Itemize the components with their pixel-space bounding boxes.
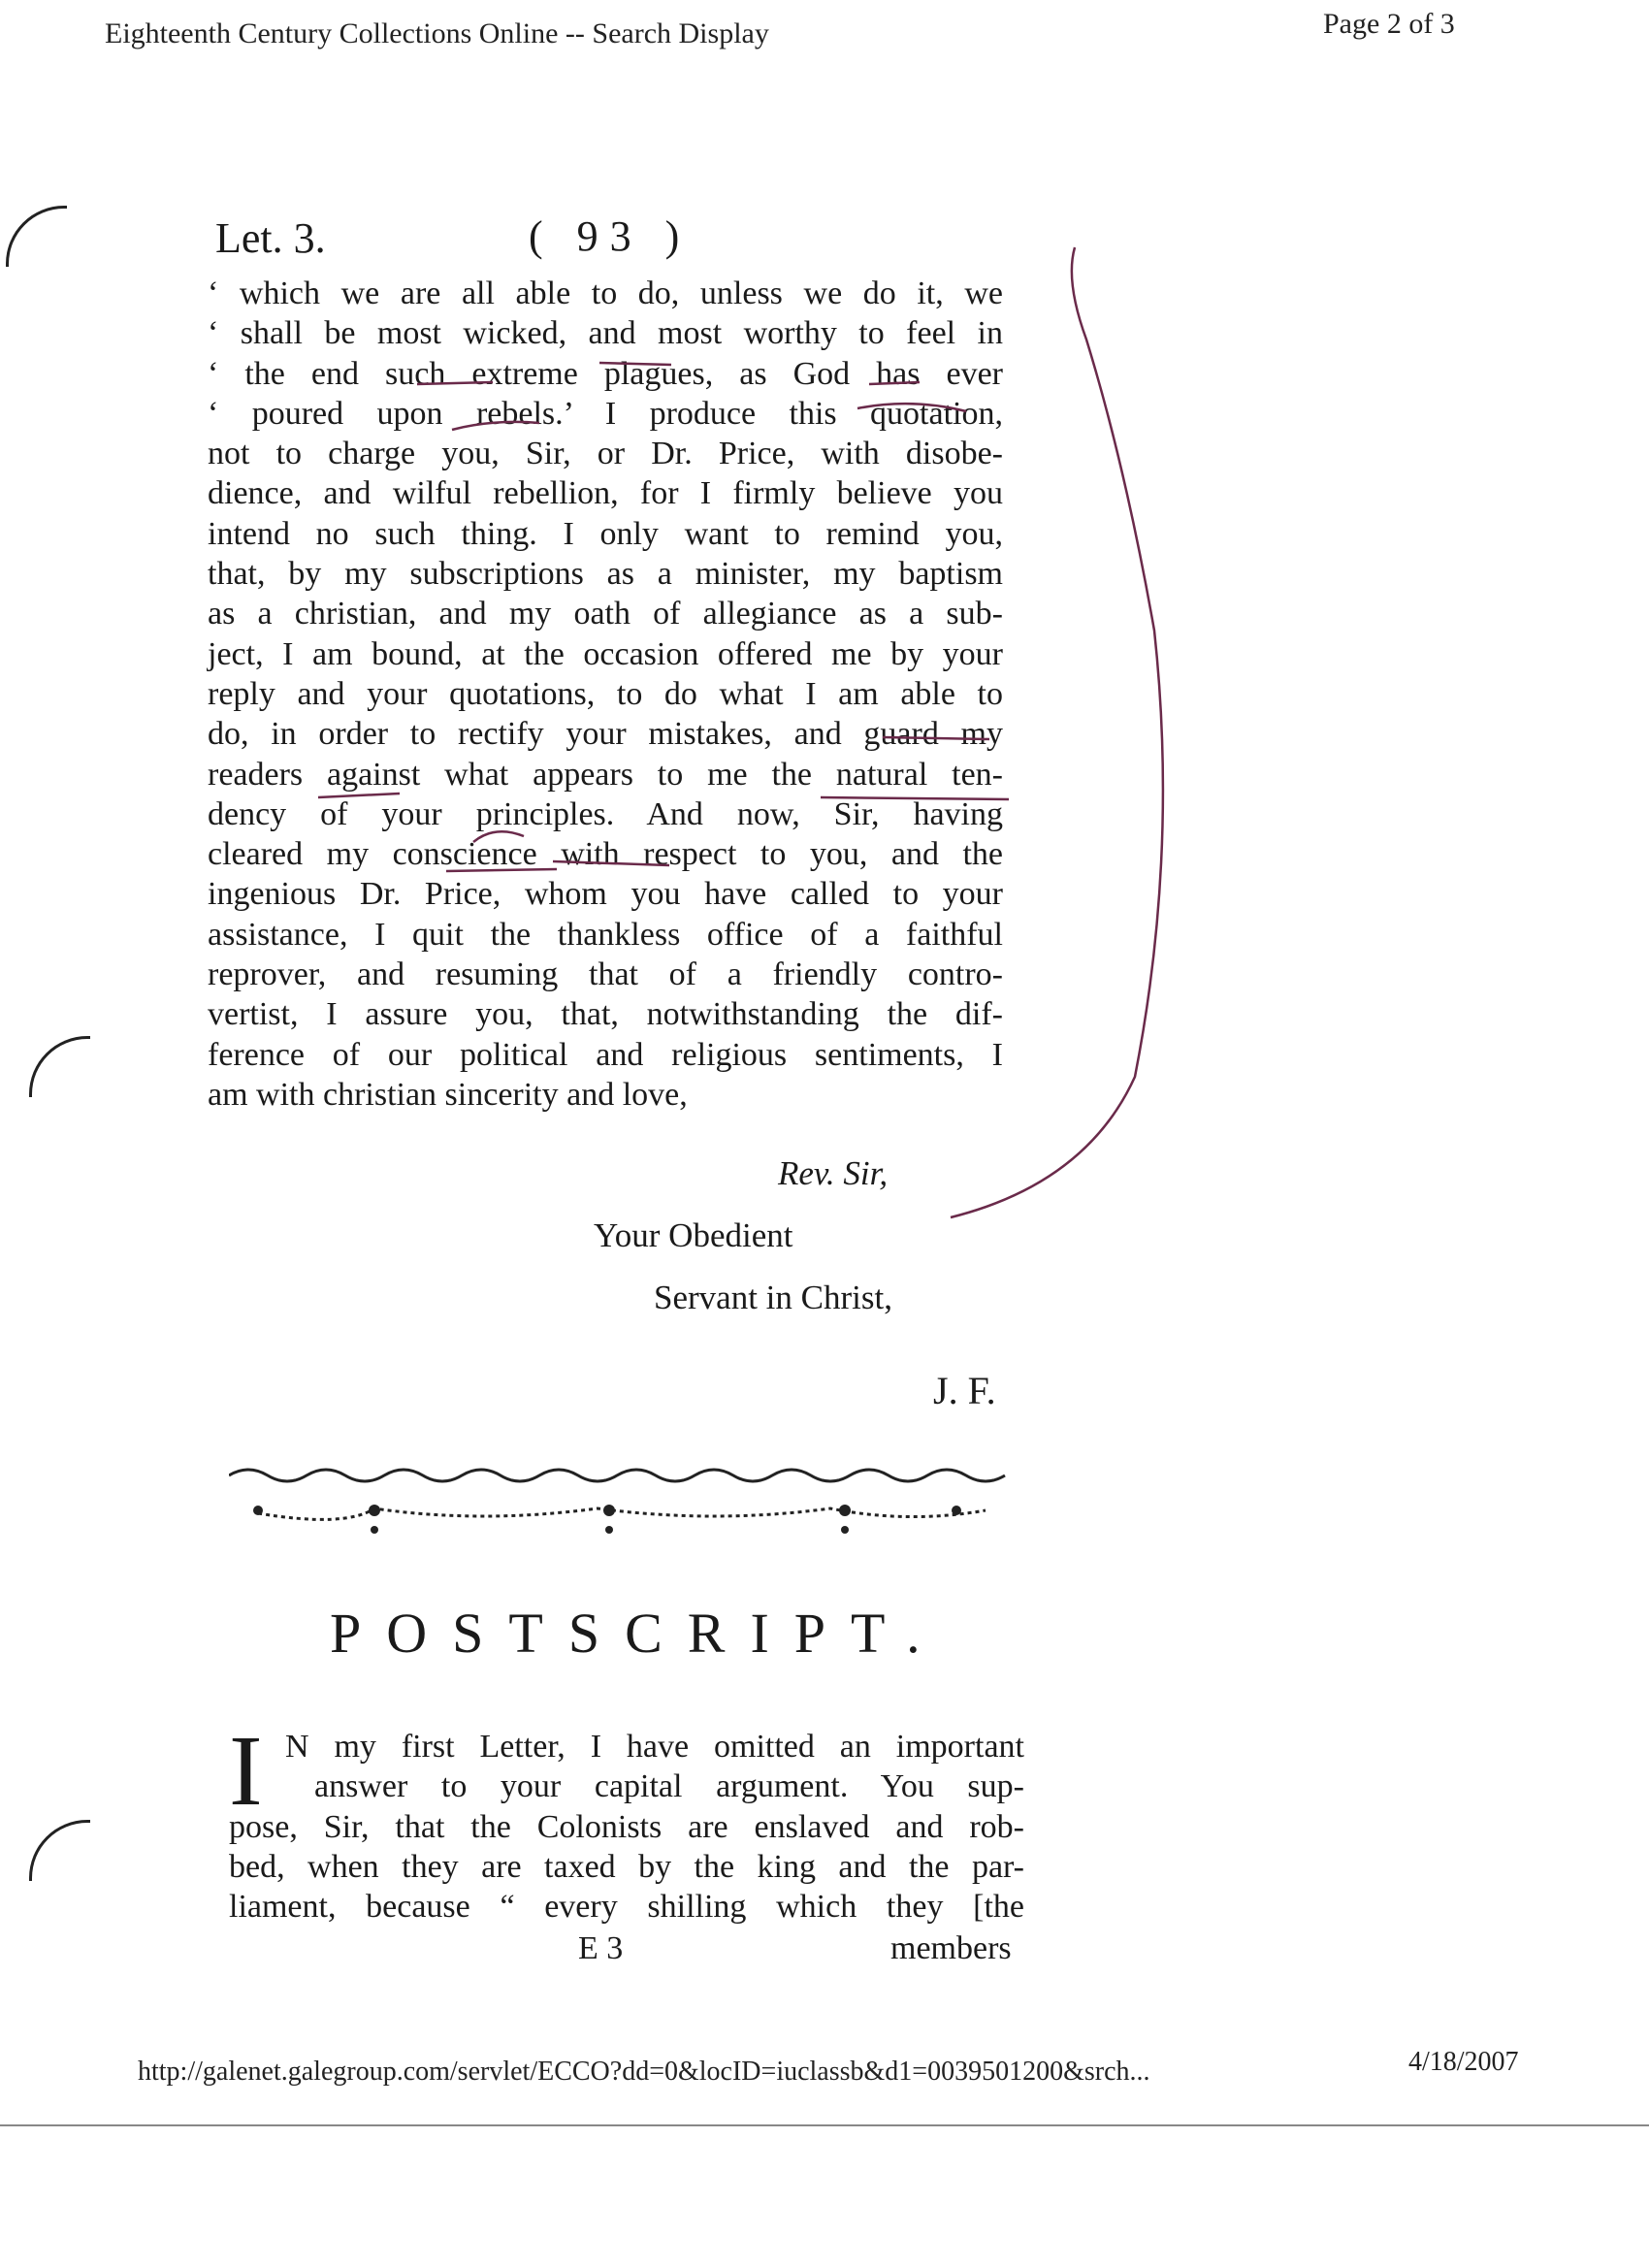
- body-line: that, by my subscriptions as a minister, my baptism: [208, 556, 1003, 593]
- postscript-line: answer to your capital argument. You sup-: [314, 1768, 1024, 1805]
- body-line: reply and your quotations, to do what I am able to: [208, 675, 1003, 712]
- postscript-line: N my first Letter, I have omitted an important: [285, 1729, 1024, 1765]
- body-line: intend no such thing. I only want to remind you,: [208, 515, 1003, 552]
- body-line: ‘ which we are all able to do, unless we do it, we: [208, 275, 1003, 311]
- body-line: am with christian sincerity and love,: [208, 1076, 688, 1113]
- running-head: [194, 204, 1048, 262]
- page-number: ( 93 ): [529, 212, 692, 260]
- body-line: reprover, and resuming that of a friendly contro-: [208, 956, 1003, 993]
- footer-url[interactable]: http://galenet.galegroup.com/servlet/ECCO?dd=0&locID=iuclassb&d1=0039501200&srch...: [138, 2057, 1150, 2087]
- body-line: assistance, I quit the thankless office of a faithful: [208, 916, 1003, 953]
- dropcap: I: [229, 1715, 263, 1827]
- catchword: members: [890, 1930, 1012, 1966]
- page-count: Page 2 of 3: [1323, 8, 1455, 40]
- closing-line-1: Your Obedient: [594, 1216, 793, 1254]
- body-line: not to charge you, Sir, or Dr. Price, with disobe-: [208, 436, 1003, 472]
- postscript-heading: POSTSCRIPT.: [330, 1602, 946, 1665]
- letter-body: [208, 274, 1003, 1115]
- footer-rule: [0, 2124, 1649, 2126]
- body-line: ‘ poured upon rebels.’ I produce this quotation,: [208, 395, 1003, 432]
- footer-date: 4/18/2007: [1408, 2047, 1519, 2077]
- punch-hole-bottom: [29, 1820, 90, 1881]
- body-line: ingenious Dr. Price, whom you have called to your: [208, 876, 1003, 913]
- punch-hole-top: [6, 206, 67, 267]
- body-line: cleared my conscience with respect to you, and the: [208, 836, 1003, 873]
- body-line: ‘ the end such extreme plagues, as God has ever: [208, 355, 1003, 392]
- postscript-line: bed, when they are taxed by the king and the par-: [229, 1848, 1024, 1885]
- body-line: ject, I am bound, at the occasion offered me by your: [208, 635, 1003, 672]
- postscript-line: pose, Sir, that the Colonists are enslaved and rob-: [229, 1808, 1024, 1845]
- body-line: do, in order to rectify your mistakes, and guard my: [208, 716, 1003, 753]
- letter-number: Let. 3.: [215, 214, 326, 262]
- body-line: dience, and wilful rebellion, for I firmly believe you: [208, 475, 1003, 512]
- printer-ornament: [229, 1460, 1024, 1538]
- closing-line-2: Servant in Christ,: [654, 1279, 892, 1316]
- postscript-line: liament, because “ every shilling which they [the: [229, 1889, 1024, 1926]
- punch-hole-middle: [29, 1036, 90, 1097]
- closing-salutation: Rev. Sir,: [778, 1154, 889, 1192]
- body-line: readers against what appears to me the natural ten-: [208, 756, 1003, 793]
- body-line: dency of your principles. And now, Sir, having: [208, 795, 1003, 832]
- signature-mark: E 3: [578, 1930, 624, 1966]
- body-line: ference of our political and religious sentiments, I: [208, 1036, 1003, 1073]
- body-line: ‘ shall be most wicked, and most worthy to feel in: [208, 315, 1003, 352]
- page-header-title: Eighteenth Century Collections Online -- Search Display: [105, 17, 769, 49]
- postscript-body: [229, 1727, 1024, 1927]
- body-line: vertist, I assure you, that, notwithstanding the dif-: [208, 996, 1003, 1033]
- signature: J. F.: [933, 1369, 996, 1412]
- body-line: as a christian, and my oath of allegiance as a sub-: [208, 596, 1003, 632]
